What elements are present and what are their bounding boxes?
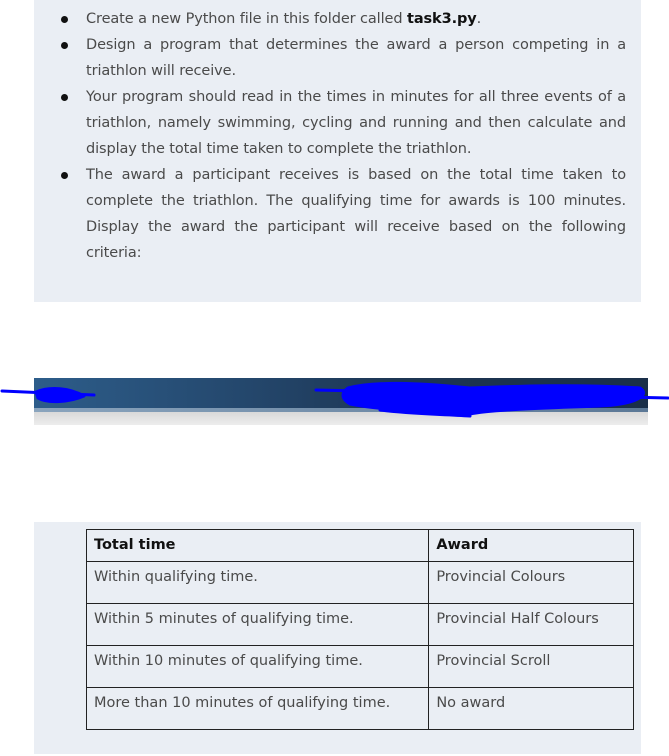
cell-total-time: Within 5 minutes of qualifying time.	[87, 604, 429, 646]
bullet-icon	[61, 42, 68, 49]
awards-table	[86, 529, 634, 730]
redaction-scribble	[0, 370, 669, 430]
table-row	[87, 562, 634, 604]
bullet-icon	[61, 172, 68, 179]
cell-award: Provincial Half Colours	[429, 604, 634, 646]
cell-award: Provincial Scroll	[429, 646, 634, 688]
table-row	[87, 604, 634, 646]
header-total-time: Total time	[87, 530, 429, 562]
header-award: Award	[429, 530, 634, 562]
instructions-panel	[34, 0, 641, 302]
instruction-text: Your program should read in the times in minutes for all three events of a triathlon, namely swimming, cycling and running and then calculate and display the total time taken to complete the triathlon.	[86, 89, 626, 157]
table-row	[87, 688, 634, 730]
cell-total-time: Within qualifying time.	[87, 562, 429, 604]
instruction-text: The award a participant receives is based on the total time taken to complete the triathlon. The qualifying time for awards is 100 minutes. Display the award the participant will receive based on the following criteria:	[86, 167, 626, 261]
instruction-item	[34, 162, 634, 266]
table-row	[87, 646, 634, 688]
bullet-icon	[61, 16, 68, 23]
table-header-row	[87, 530, 634, 562]
filename: task3.py	[406, 11, 477, 27]
instruction-item	[34, 84, 634, 162]
cell-total-time: More than 10 minutes of qualifying time.	[87, 688, 429, 730]
cell-total-time: Within 10 minutes of qualifying time.	[87, 646, 429, 688]
instruction-item	[34, 32, 634, 84]
bullet-icon	[61, 94, 68, 101]
instruction-text: Create a new Python file in this folder called	[86, 11, 407, 27]
instruction-list	[34, 6, 634, 266]
instruction-text-end: .	[476, 11, 482, 27]
cell-award: Provincial Colours	[429, 562, 634, 604]
cell-award: No award	[429, 688, 634, 730]
instruction-item	[34, 6, 634, 32]
instruction-text: Design a program that determines the award a person competing in a triathlon will receive.	[86, 37, 626, 79]
